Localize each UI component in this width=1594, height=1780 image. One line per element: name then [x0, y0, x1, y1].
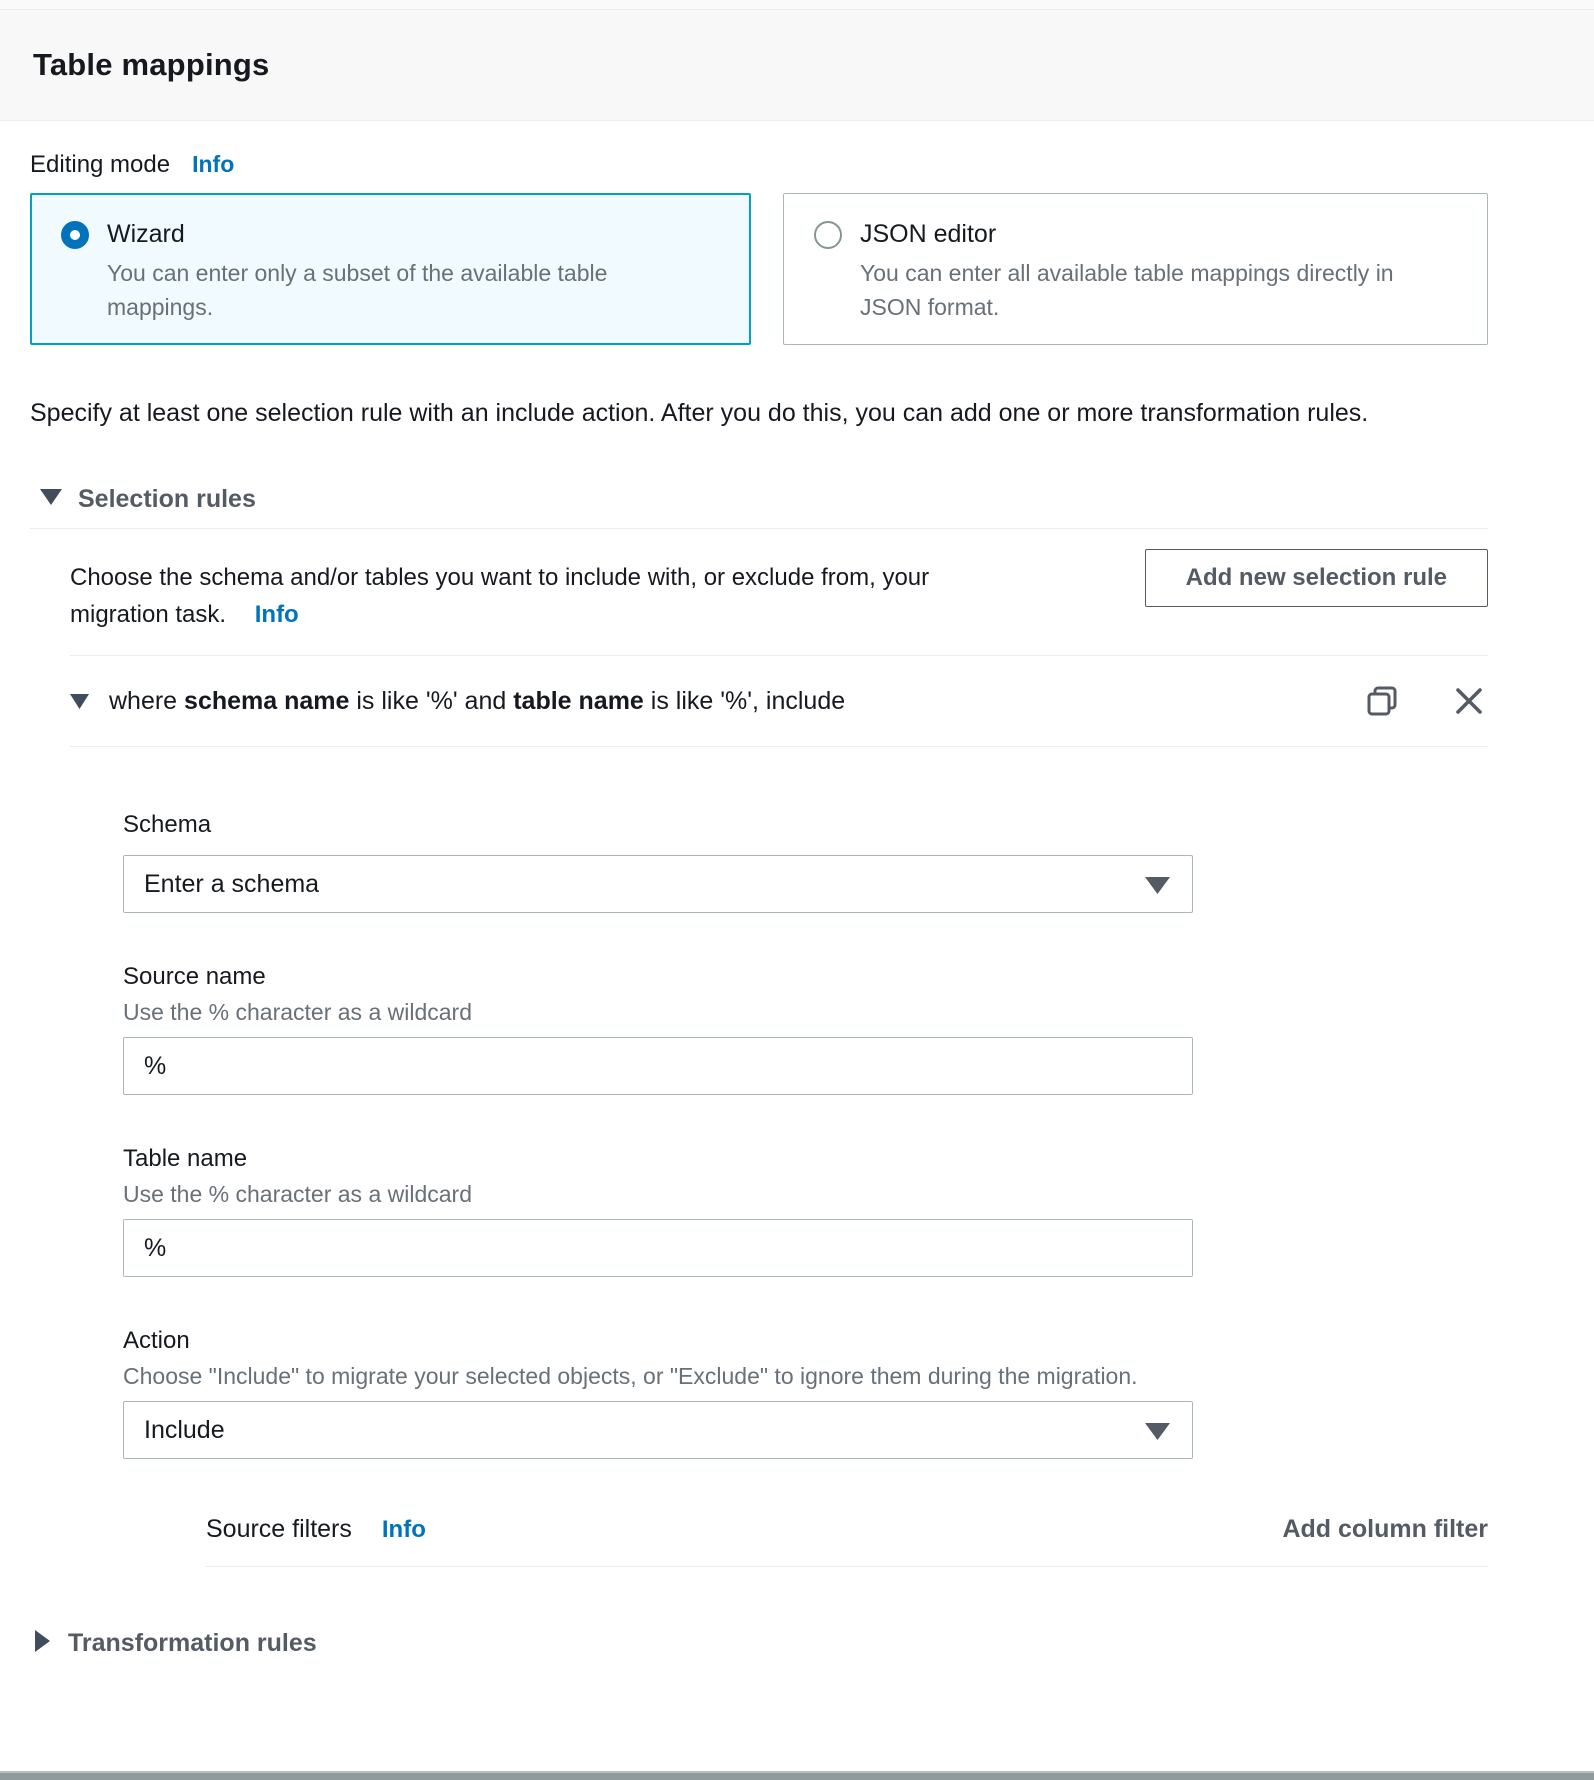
chevron-down-icon	[1145, 877, 1170, 899]
table-mappings-panel	[0, 151, 1594, 1658]
wizard-radio-selected-icon[interactable]	[61, 221, 89, 249]
selection-rule-summary[interactable]	[70, 687, 845, 716]
schema-select[interactable]	[123, 855, 1193, 913]
page-title: Table mappings	[33, 47, 270, 82]
divider	[30, 528, 1488, 529]
source-name-label: Source name	[123, 963, 266, 990]
editing-mode-options	[30, 193, 1488, 345]
transformation-rules-section-header[interactable]	[30, 1629, 1488, 1658]
source-filters-info-link[interactable]: Info	[381, 1516, 426, 1543]
source-filters-row	[206, 1515, 1488, 1544]
json-editor-radio-unselected-icon[interactable]	[814, 221, 842, 249]
bottom-panel-edge	[0, 1771, 1594, 1780]
top-strip	[0, 0, 1594, 10]
chevron-down-icon	[40, 489, 62, 510]
source-filters-label: Source filters	[206, 1515, 352, 1543]
add-new-selection-rule-button[interactable]: Add new selection rule	[1145, 549, 1488, 607]
copy-icon	[1364, 707, 1400, 722]
schema-select-value: Enter a schema	[144, 869, 320, 898]
selection-rule-form	[70, 811, 1488, 1459]
chevron-down-icon	[1145, 1423, 1170, 1445]
wizard-radio-label: Wizard	[107, 220, 185, 248]
add-column-filter-button[interactable]: Add column filter	[1282, 1515, 1488, 1543]
rule-summary-text: where schema name is like '%' and table name is like '%', include	[109, 686, 846, 715]
selection-rules-body	[30, 549, 1488, 1567]
panel-header	[0, 10, 1594, 121]
divider	[70, 746, 1488, 747]
table-name-label: Table name	[123, 1145, 248, 1172]
remove-rule-button[interactable]	[1452, 684, 1486, 718]
transformation-rules-title: Transformation rules	[68, 1629, 317, 1657]
editing-mode-info-link[interactable]: Info	[192, 151, 235, 177]
selection-rules-description	[70, 549, 1000, 633]
schema-label: Schema	[123, 811, 212, 838]
rule-actions	[1364, 683, 1488, 719]
json-editor-radio-label: JSON editor	[860, 220, 997, 248]
source-filters-heading	[206, 1515, 426, 1544]
selection-rule-header-row	[70, 656, 1488, 746]
editing-mode-label: Editing mode	[30, 151, 171, 178]
intro-paragraph: Specify at least one selection rule with an include action. After you do this, you can add one or more transformation rules.	[30, 399, 1369, 427]
table-name-hint: Use the % character as a wildcard	[123, 1181, 472, 1207]
divider	[206, 1566, 1488, 1567]
table-name-input[interactable]	[123, 1219, 1193, 1277]
selection-rules-info-link[interactable]: Info	[254, 601, 299, 628]
close-icon	[1452, 706, 1486, 721]
selection-rules-title: Selection rules	[78, 485, 256, 513]
wizard-description: You can enter only a subset of the available table mappings.	[107, 260, 608, 320]
action-hint: Choose "Include" to migrate your selected objects, or "Exclude" to ignore them during the migration.	[123, 1363, 1138, 1389]
selection-rules-intro-row	[70, 549, 1488, 633]
action-select[interactable]	[123, 1401, 1193, 1459]
action-select-value: Include	[144, 1415, 225, 1444]
chevron-right-icon	[35, 1630, 50, 1657]
json-editor-option-card[interactable]	[783, 193, 1488, 345]
duplicate-rule-button[interactable]	[1364, 683, 1400, 719]
wizard-radio-row	[61, 220, 722, 249]
source-name-input[interactable]	[123, 1037, 1193, 1095]
source-name-hint: Use the % character as a wildcard	[123, 999, 472, 1025]
action-label: Action	[123, 1327, 190, 1354]
chevron-down-icon	[70, 687, 89, 716]
json-editor-description: You can enter all available table mappings directly in JSON format.	[860, 260, 1394, 320]
editing-mode-row	[30, 151, 1488, 179]
wizard-option-card[interactable]	[30, 193, 751, 345]
selection-rules-description-text: Choose the schema and/or tables you want to include with, or exclude from, your migration task.	[70, 564, 930, 628]
selection-rules-section-header[interactable]	[30, 485, 1488, 514]
json-editor-radio-row	[814, 220, 1459, 249]
